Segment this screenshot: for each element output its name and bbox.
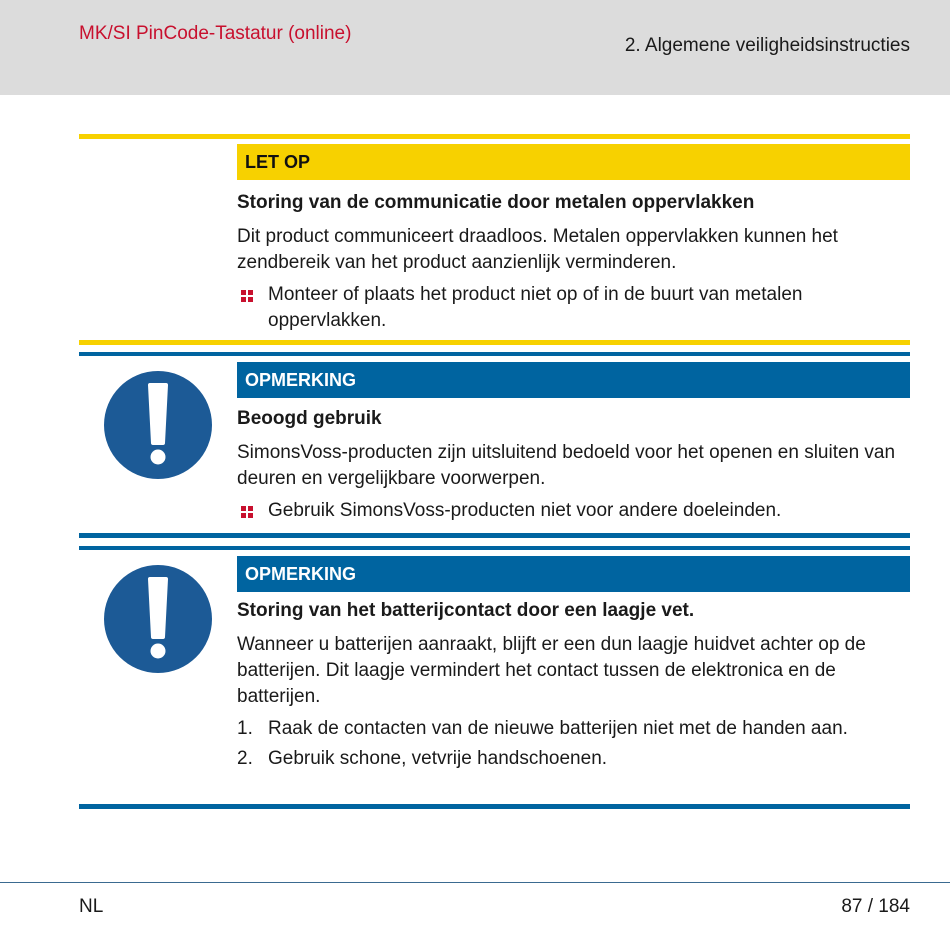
exclamation-mandatory-icon — [104, 565, 212, 673]
notice-bottom-rule — [79, 804, 910, 809]
notice-title: Beoogd gebruik — [237, 408, 382, 429]
notice-label: LET OP — [237, 144, 910, 180]
notice-top-rule — [79, 352, 910, 356]
notice-title: Storing van het batterijcontact door een laagje vet. — [237, 600, 695, 621]
exclamation-mandatory-icon — [104, 371, 212, 479]
bullet-icon — [241, 290, 253, 302]
step-number: 1. — [237, 718, 253, 739]
step-text: Raak de contacten van de nieuwe batterijen niet met de handen aan. — [268, 718, 848, 739]
list-item — [237, 498, 910, 524]
language-code: NL — [79, 896, 104, 917]
bullet-icon — [241, 506, 253, 518]
notice-text: SimonsVoss-producten zijn uitsluitend bedoeld voor het openen en sluiten van deuren en vergelijkbare voorwerpen. — [237, 442, 896, 489]
footer-divider — [0, 882, 950, 883]
step-number: 2. — [237, 748, 253, 769]
notice-text: Dit product communiceert draadloos. Metalen oppervlakken kunnen het zendbereik van het product aanzienlijk verminderen. — [237, 226, 838, 273]
bullet-text: Gebruik SimonsVoss-producten niet voor andere doeleinden. — [268, 500, 782, 521]
notice-label: OPMERKING — [237, 362, 910, 398]
notice-content — [237, 406, 910, 524]
list-item — [237, 746, 910, 772]
notice-label: OPMERKING — [237, 556, 910, 592]
notice-top-rule — [79, 134, 910, 139]
page-number: 87 / 184 — [841, 896, 910, 917]
page-header — [0, 0, 950, 95]
section-title: 2. Algemene veiligheidsinstructies — [624, 35, 910, 56]
list-item — [237, 716, 910, 742]
notice-bottom-rule — [79, 533, 910, 538]
notice-content — [237, 190, 910, 334]
notice-opmerking-usage — [79, 352, 910, 542]
notice-top-rule — [79, 546, 910, 550]
notice-let-op — [79, 134, 910, 346]
notice-content — [237, 598, 910, 776]
step-text: Gebruik schone, vetvrije handschoenen. — [268, 748, 608, 769]
notice-bottom-rule — [79, 340, 910, 345]
list-item — [237, 282, 910, 334]
notice-text: Wanneer u batterijen aanraakt, blijft er een dun laagje huidvet achter op de batterijen. Dit laagje vermindert het contact tussen de elektronica en de batterijen. — [237, 634, 866, 707]
notice-opmerking-battery — [79, 546, 910, 812]
bullet-text: Monteer of plaats het product niet op of in de buurt van metalen oppervlakken. — [268, 284, 803, 331]
notice-title: Storing van de communicatie door metalen oppervlakken — [237, 192, 755, 213]
document-title: MK/SI PinCode-Tastatur (online) — [79, 23, 352, 44]
